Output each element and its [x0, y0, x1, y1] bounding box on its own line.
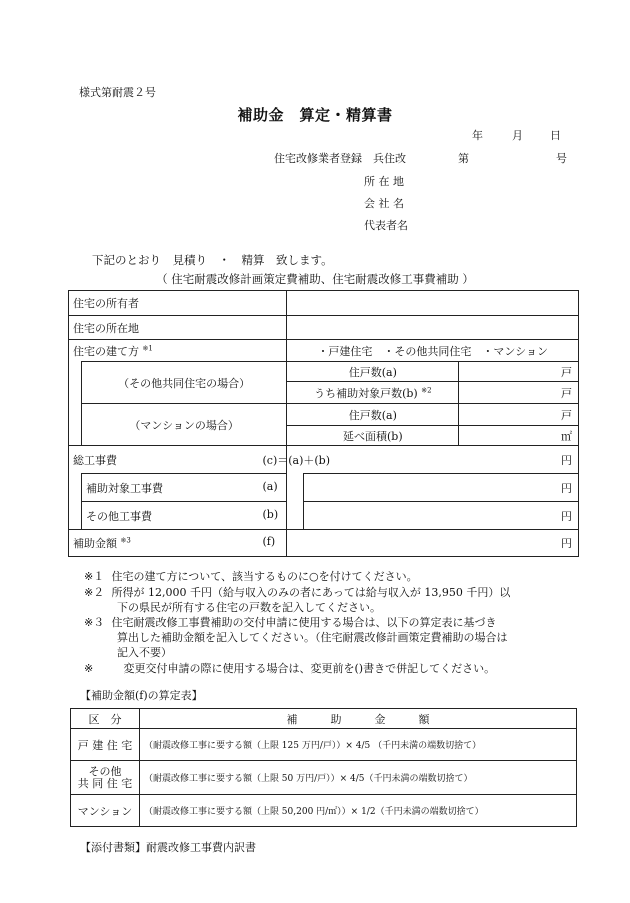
subsidy-units-label: うち補助対象戸数(b)	[314, 386, 418, 400]
note-3	[84, 614, 497, 630]
other-cost-label-cell	[81, 502, 286, 530]
intro-text: 下記のとおり 見積り ・ 精算 致します。	[92, 253, 333, 267]
note-3-line3: 記入不要）	[117, 646, 172, 659]
note-4-mark: ※	[84, 662, 94, 675]
location-label: 住宅の所在地	[69, 316, 287, 340]
subsidy-types: （ 住宅耐震改修計画策定費補助、住宅耐震改修工事費補助 ）	[156, 272, 474, 286]
other-cost-row	[69, 502, 579, 530]
total-cost-label-cell	[69, 446, 331, 474]
other-cost-code: (b)	[262, 507, 279, 521]
date-year-label: 年	[472, 129, 483, 142]
calc-row-detached-formula: （耐震改修工事に要する額（上限 125 万円/戸））× 4/5 （千円未満の端数切捨て）	[139, 729, 576, 761]
other-cost-label: その他工事費	[85, 509, 152, 523]
other-shared-label: （その他共同住宅の場合）	[81, 362, 286, 404]
other-shared-row-1	[69, 362, 579, 382]
subsidy-amount-label-cell	[69, 530, 287, 557]
address-label: 所 在 地	[364, 175, 404, 188]
total-cost-field[interactable]	[287, 446, 579, 474]
building-type-note: ※1	[142, 343, 153, 352]
total-cost-formula: (c)＝(a)＋(b)	[262, 453, 331, 467]
subsidy-amount-unit: 円	[561, 537, 572, 550]
location-row	[69, 316, 579, 340]
subsidy-units-field[interactable]	[459, 382, 579, 404]
subsidy-amount-code: (f)	[262, 535, 276, 548]
subsidy-cost-unit: 円	[561, 481, 572, 495]
subsidy-amount-field[interactable]	[287, 530, 579, 557]
note-2-text: 所得が 12,000 千円（給与収入のみの者にあっては給与収入が 13,950 千円）以	[111, 586, 511, 599]
floor-area-unit: ㎡	[561, 429, 572, 443]
application-table	[68, 290, 579, 557]
owner-label: 住宅の所有者	[69, 291, 287, 316]
company-label: 会 社 名	[364, 197, 404, 210]
note-2-mark: ※２	[84, 586, 105, 599]
subsidy-cost-row	[69, 474, 579, 502]
registration-label: 住宅改修業者登録 兵住改	[274, 152, 406, 165]
location-field[interactable]	[287, 316, 579, 340]
calc-row-shared-category-line1: その他	[88, 764, 122, 778]
attachments	[80, 839, 256, 855]
owner-field[interactable]	[287, 291, 579, 316]
other-cost-unit: 円	[561, 509, 572, 523]
note-1-mark: ※１	[84, 570, 105, 583]
subsidy-units-label-cell	[287, 382, 459, 404]
floor-area-field[interactable]	[459, 426, 579, 446]
total-cost-label: 総工事費	[73, 453, 117, 467]
attachments-text: 耐震改修工事費内訳書	[146, 841, 256, 854]
note-3-line2: 算出した補助金額を記入してください。（住宅耐震改修計画策定費補助の場合は	[117, 631, 508, 644]
mansion-units-field[interactable]	[459, 404, 579, 426]
units-field[interactable]	[459, 362, 579, 382]
building-type-label: 住宅の建て方	[73, 344, 139, 358]
calc-row-mansion-category: マンション	[71, 795, 140, 827]
calc-row-detached	[71, 729, 577, 761]
note-2-line2: 下の県民が所有する住宅の戸数を記入してください。	[117, 601, 381, 614]
owner-row	[69, 291, 579, 316]
calc-row-shared-category-line2: 共 同 住 宅	[77, 776, 133, 790]
building-type-row	[69, 340, 579, 362]
other-cost-field[interactable]	[304, 502, 579, 530]
mansion-units-label: 住戸数(a)	[287, 404, 459, 426]
attachments-label: 【添付書類】	[80, 841, 146, 854]
calc-header-row	[71, 709, 577, 729]
subsidy-amount-note: ※3	[120, 536, 131, 545]
note-1-text: 住宅の建て方について、該当するものに○を付けてください。	[111, 570, 418, 583]
building-type-options[interactable]: ・戸建住宅 ・その他共同住宅 ・マンション	[287, 340, 579, 362]
subsidy-amount-row	[69, 530, 579, 557]
building-type-label-cell	[69, 340, 287, 362]
note-4	[84, 660, 495, 676]
indent-spacer-3	[69, 474, 82, 502]
date-month-label: 月	[512, 129, 523, 142]
subsidy-units-note: ※2	[421, 385, 432, 394]
calc-col-category: 区 分	[71, 709, 140, 729]
indent-spacer-5	[69, 502, 82, 530]
total-cost-row	[69, 446, 579, 474]
indent-spacer-4	[287, 474, 304, 502]
subsidy-cost-label: 補助対象工事費	[85, 481, 163, 495]
mansion-row-1	[69, 404, 579, 426]
note-1	[84, 568, 418, 584]
mansion-label: （マンションの場合）	[81, 404, 286, 446]
total-cost-unit: 円	[561, 453, 572, 467]
calc-row-shared-formula: （耐震改修工事に要する額（上限 50 万円/戸））× 4/5（千円未満の端数切捨て）	[139, 761, 576, 795]
indent-spacer-2	[69, 404, 82, 446]
calc-row-detached-category: 戸 建 住 宅	[71, 729, 140, 761]
calc-table	[70, 708, 577, 827]
note-3-mark: ※３	[84, 616, 105, 629]
registration-dai: 第	[458, 152, 469, 165]
units-unit: 戸	[561, 365, 572, 379]
calc-row-shared-category	[71, 761, 140, 795]
mansion-units-unit: 戸	[561, 408, 572, 422]
subsidy-amount-label: 補助金額	[73, 537, 117, 550]
calc-row-mansion	[71, 795, 577, 827]
indent-spacer	[69, 362, 82, 404]
date-day-label: 日	[550, 129, 561, 142]
subsidy-units-unit: 戸	[561, 386, 572, 400]
calc-col-amount: 補 助 金 額	[139, 709, 576, 729]
form-number: 様式第耐震２号	[79, 86, 156, 99]
subsidy-cost-field[interactable]	[304, 474, 579, 502]
representative-label: 代表者名	[364, 219, 408, 232]
calc-row-mansion-formula: （耐震改修工事に要する額（上限 50,200 円/㎡））× 1/2（千円未満の端数切捨て）	[139, 795, 576, 827]
subsidy-cost-label-cell	[81, 474, 286, 502]
units-label: 住戸数(a)	[287, 362, 459, 382]
calc-table-title: 【補助金額(f)の算定表】	[80, 689, 203, 702]
calc-row-shared	[71, 761, 577, 795]
floor-area-label: 延べ面積(b)	[287, 426, 459, 446]
note-2	[84, 584, 510, 600]
subsidy-cost-code: (a)	[262, 479, 278, 493]
note-3-text: 住宅耐震改修工事費補助の交付申請に使用する場合は、以下の算定表に基づき	[111, 616, 497, 629]
indent-spacer-6	[287, 502, 304, 530]
page-title: 補助金 算定・精算書	[237, 106, 393, 124]
note-4-text: 変更交付申請の際に使用する場合は、変更前を()書きで併記してください。	[123, 662, 496, 675]
registration-go: 号	[556, 152, 567, 165]
